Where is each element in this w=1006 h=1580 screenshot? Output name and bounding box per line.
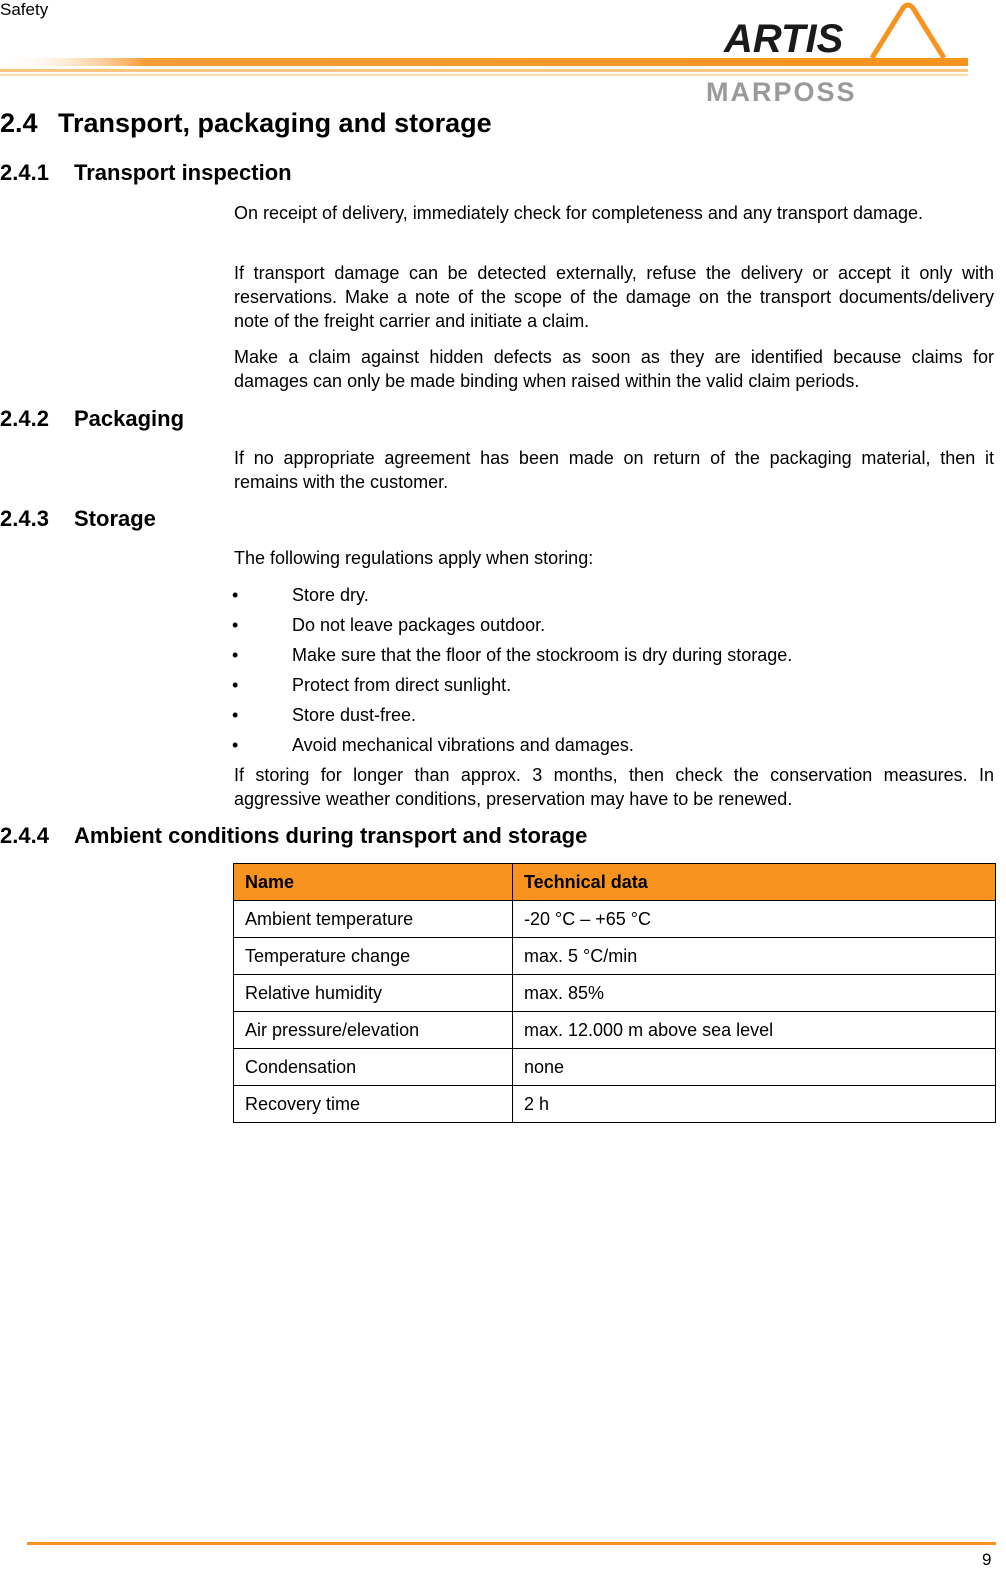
table-cell: max. 85%	[513, 975, 996, 1012]
table-cell: max. 12.000 m above sea level	[513, 1012, 996, 1049]
paragraph: If storing for longer than approx. 3 months, then check the conservation measures. In aggressive weather conditions, preservation may have to be renewed.	[234, 765, 994, 809]
artis-marposs-logo	[0, 0, 1006, 105]
table-header-row	[234, 864, 996, 901]
list-item: • Protect from direct sunlight.	[232, 675, 512, 695]
table-cell: Condensation	[234, 1049, 513, 1086]
list-item: • Do not leave packages outdoor.	[232, 615, 546, 635]
table-row	[234, 975, 996, 1012]
table-row	[234, 901, 996, 938]
logo-brand-text: ARTIS	[724, 17, 844, 61]
table-cell: Relative humidity	[234, 975, 513, 1012]
list-item: • Store dry.	[232, 585, 369, 605]
logo-subbrand-text: MARPOSS	[706, 77, 857, 105]
table-row	[234, 1086, 996, 1123]
table-cell: Ambient temperature	[234, 901, 513, 938]
table-row	[234, 938, 996, 975]
table-cell: Temperature change	[234, 938, 513, 975]
list-item: • Make sure that the floor of the stockroom is dry during storage.	[232, 645, 793, 665]
subsection-heading-ambient-conditions: 2.4.4 Ambient conditions during transport and storage	[0, 823, 588, 848]
subsection-heading-transport-inspection: 2.4.1 Transport inspection	[0, 160, 292, 185]
column-header: Technical data	[513, 864, 996, 901]
table-cell: Air pressure/elevation	[234, 1012, 513, 1049]
table-row	[234, 1012, 996, 1049]
section-title: Transport, packaging and storage	[58, 108, 492, 138]
table-cell: Recovery time	[234, 1086, 513, 1123]
table-cell: none	[513, 1049, 996, 1086]
logo-delta-mark	[872, 5, 944, 58]
list-item: • Store dust-free.	[232, 705, 417, 725]
subsection-heading-storage: 2.4.3 Storage	[0, 506, 156, 531]
paragraph: The following regulations apply when storing:	[234, 548, 594, 568]
paragraph: If no appropriate agreement has been made on return of the packaging material, then it remains with the customer.	[234, 448, 994, 492]
section-heading	[0, 108, 492, 139]
paragraph: Make a claim against hidden defects as soon as they are identified because claims for damages can only be made binding when raised within the valid claim periods.	[234, 347, 994, 391]
table-cell: max. 5 °C/min	[513, 938, 996, 975]
subsection-heading-packaging: 2.4.2 Packaging	[0, 406, 185, 431]
footer-divider	[27, 1542, 996, 1545]
page-number: 9	[982, 1550, 992, 1569]
column-header: Name	[234, 864, 513, 901]
table-row	[234, 1049, 996, 1086]
table-cell: 2 h	[513, 1086, 996, 1123]
section-number: 2.4	[0, 108, 38, 138]
running-header: Safety	[0, 0, 49, 19]
list-item: • Avoid mechanical vibrations and damages.	[232, 735, 634, 755]
paragraph: If transport damage can be detected externally, refuse the delivery or accept it only with reservations. Make a note of the scope of the damage on the transport documents/delivery note of the freight carrier and initiate a claim.	[234, 263, 994, 331]
ambient-conditions-table	[233, 863, 996, 1123]
table-cell: -20 °C – +65 °C	[513, 901, 996, 938]
paragraph: On receipt of delivery, immediately check for completeness and any transport damage.	[234, 203, 924, 223]
